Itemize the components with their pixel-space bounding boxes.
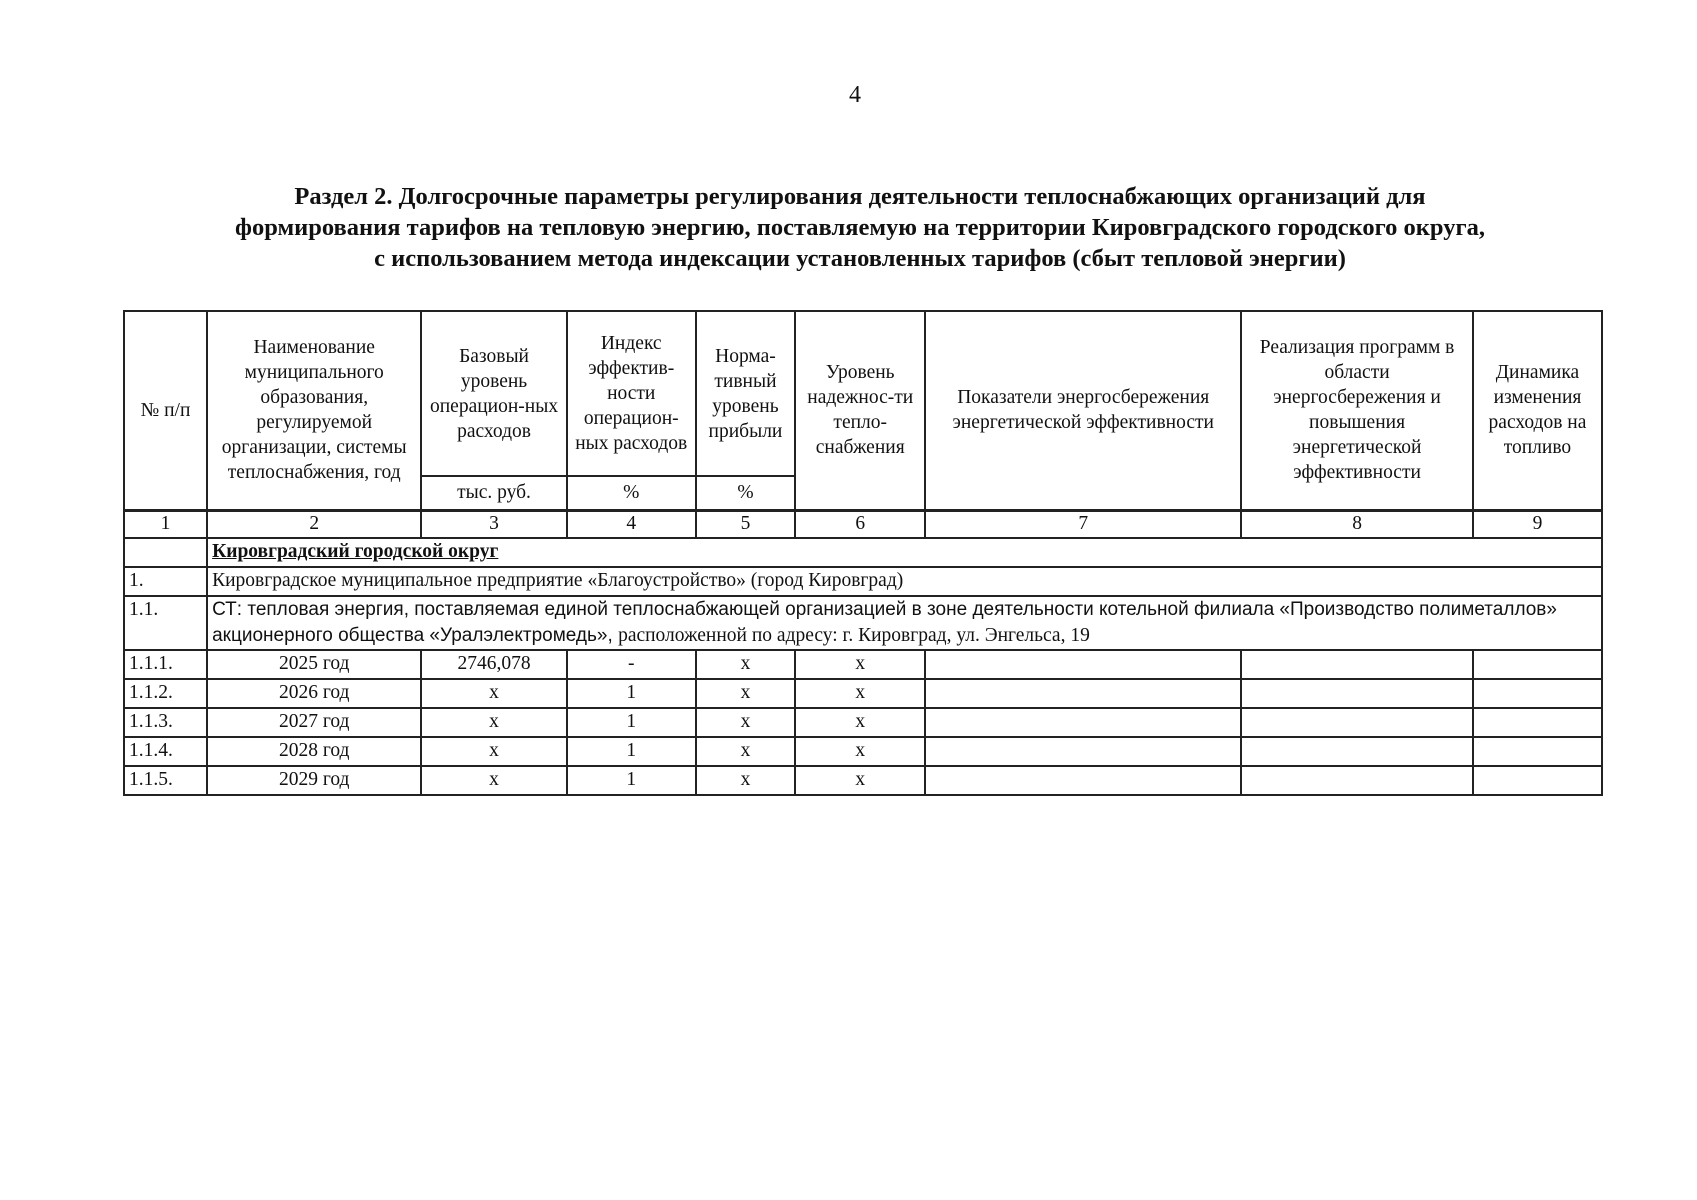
header-reliability: Уровень надежнос-ти тепло-снабжения xyxy=(795,311,925,510)
row-energy-saving xyxy=(925,737,1241,766)
row-num: 1.1.2. xyxy=(124,679,207,708)
system-address: расположенной по адресу: г. Кировград, ул. Энгельса, 19 xyxy=(618,624,1090,646)
row-base-costs: 2746,078 xyxy=(421,650,566,679)
row-fuel-dynamics xyxy=(1473,708,1602,737)
row-year: 2025 год xyxy=(207,650,421,679)
column-number: 5 xyxy=(696,510,795,538)
table-row xyxy=(124,766,1602,795)
org-row xyxy=(124,567,1602,596)
header-programs: Реализация программ в области энергосбережения и повышения энергетической эффективности xyxy=(1241,311,1473,510)
column-number: 6 xyxy=(795,510,925,538)
row-year: 2029 год xyxy=(207,766,421,795)
row-reliability: х xyxy=(795,737,925,766)
system-num: 1.1. xyxy=(124,596,207,650)
row-profit: х xyxy=(696,708,795,737)
row-num: 1.1.3. xyxy=(124,708,207,737)
title-line-1: Раздел 2. Долгосрочные параметры регулирования деятельности теплоснабжающих организаций для xyxy=(294,183,1426,210)
row-base-costs: х xyxy=(421,766,566,795)
row-fuel-dynamics xyxy=(1473,679,1602,708)
row-energy-saving xyxy=(925,679,1241,708)
table-row xyxy=(124,679,1602,708)
row-energy-saving xyxy=(925,766,1241,795)
row-base-costs: х xyxy=(421,737,566,766)
column-numbers-row xyxy=(124,510,1602,538)
page-number: 4 xyxy=(849,82,861,108)
column-number: 2 xyxy=(207,510,421,538)
row-efficiency-index: 1 xyxy=(567,679,696,708)
table-row xyxy=(124,737,1602,766)
row-programs xyxy=(1241,650,1473,679)
row-programs xyxy=(1241,679,1473,708)
row-efficiency-index: 1 xyxy=(567,708,696,737)
group-title: Кировградский городской округ xyxy=(207,538,1602,567)
section-title xyxy=(120,181,1600,274)
system-row xyxy=(124,596,1602,650)
header-profit: Норма-тивный уровень прибыли xyxy=(696,311,795,476)
column-number: 7 xyxy=(925,510,1241,538)
row-fuel-dynamics xyxy=(1473,766,1602,795)
row-reliability: х xyxy=(795,650,925,679)
row-base-costs: х xyxy=(421,679,566,708)
table-row xyxy=(124,708,1602,737)
row-profit: х xyxy=(696,650,795,679)
row-energy-saving xyxy=(925,708,1241,737)
row-programs xyxy=(1241,766,1473,795)
parameters-table xyxy=(123,310,1603,796)
group-num-cell xyxy=(124,538,207,567)
column-number: 1 xyxy=(124,510,207,538)
unit-efficiency-index: % xyxy=(567,476,696,510)
column-number: 3 xyxy=(421,510,566,538)
column-number: 8 xyxy=(1241,510,1473,538)
row-profit: х xyxy=(696,737,795,766)
header-base-costs: Базовый уровень операцион-ных расходов xyxy=(421,311,566,476)
header-fuel-dynamics: Динамика изменения расходов на топливо xyxy=(1473,311,1602,510)
header-energy-saving: Показатели энергосбережения энергетической эффективности xyxy=(925,311,1241,510)
row-fuel-dynamics xyxy=(1473,650,1602,679)
header-num: № п/п xyxy=(124,311,207,510)
org-num: 1. xyxy=(124,567,207,596)
header-efficiency-index: Индекс эффектив-ности операцион-ных расходов xyxy=(567,311,696,476)
unit-profit: % xyxy=(696,476,795,510)
row-energy-saving xyxy=(925,650,1241,679)
row-efficiency-index: 1 xyxy=(567,766,696,795)
row-num: 1.1.5. xyxy=(124,766,207,795)
header-row xyxy=(124,311,1602,476)
row-year: 2026 год xyxy=(207,679,421,708)
row-reliability: х xyxy=(795,708,925,737)
row-year: 2028 год xyxy=(207,737,421,766)
row-num: 1.1.1. xyxy=(124,650,207,679)
row-fuel-dynamics xyxy=(1473,737,1602,766)
title-line-2: формирования тарифов на тепловую энергию, поставляемую на территории Кировградского городского округа, xyxy=(235,214,1485,241)
row-reliability: х xyxy=(795,679,925,708)
row-base-costs: х xyxy=(421,708,566,737)
column-number: 9 xyxy=(1473,510,1602,538)
title-line-3: с использованием метода индексации установленных тарифов (сбыт тепловой энергии) xyxy=(374,245,1346,272)
table-row xyxy=(124,650,1602,679)
group-row xyxy=(124,538,1602,567)
unit-base-costs: тыс. руб. xyxy=(421,476,566,510)
system-description-main: СТ: тепловая энергия, поставляемая единой теплоснабжающей организацией в зоне деятельности котельной филиала «Производство полиметаллов» акционерного общества «Уралэлектромедь», xyxy=(212,598,1557,646)
row-reliability: х xyxy=(795,766,925,795)
row-year: 2027 год xyxy=(207,708,421,737)
column-number: 4 xyxy=(567,510,696,538)
system-description xyxy=(207,596,1602,650)
row-efficiency-index: 1 xyxy=(567,737,696,766)
row-efficiency-index: - xyxy=(567,650,696,679)
row-profit: х xyxy=(696,679,795,708)
org-name: Кировградское муниципальное предприятие «Благоустройство» (город Кировград) xyxy=(207,567,1602,596)
row-programs xyxy=(1241,737,1473,766)
row-num: 1.1.4. xyxy=(124,737,207,766)
row-profit: х xyxy=(696,766,795,795)
header-name: Наименование муниципального образования, регулируемой организации, системы теплоснабжения, год xyxy=(207,311,421,510)
row-programs xyxy=(1241,708,1473,737)
